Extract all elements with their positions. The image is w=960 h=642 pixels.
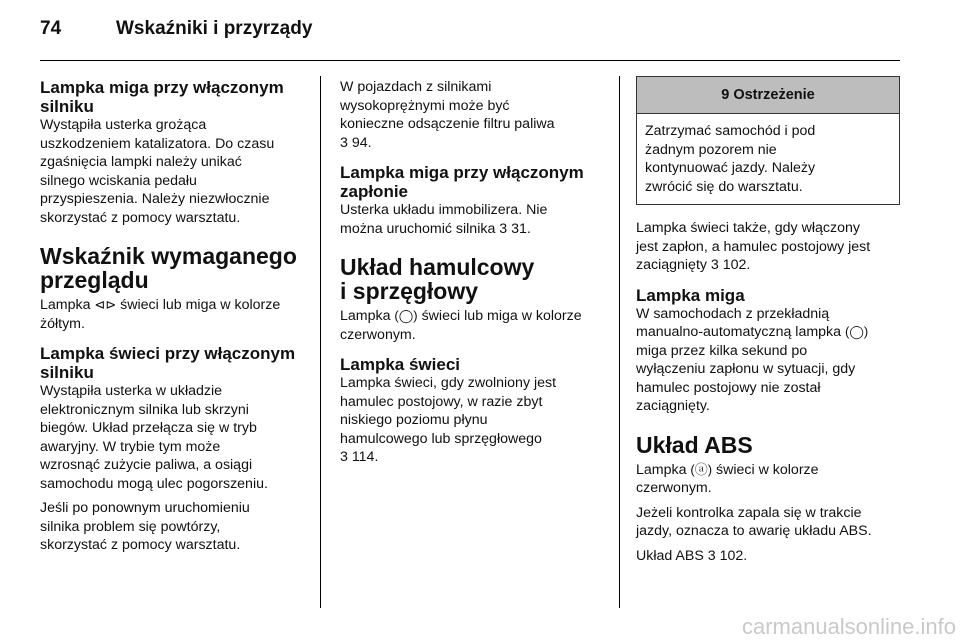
paragraph: Wystąpiła usterka grożąca uszkodzeniem katalizatora. Do czasu zgaśnięcia lampki należy unikać silnego wciskania pedału przyspieszenia. Należy niezwłocznie skorzystać z pomocy warsztatu.: [40, 117, 275, 226]
warning-box: [636, 76, 900, 205]
page-title: Wskaźniki i przyrządy: [116, 18, 313, 39]
watermark: carmanualsonline.info: [741, 614, 956, 639]
paragraph: Usterka układu immobilizera. Nie można uruchomić silnika 3 31.: [340, 202, 548, 237]
paragraph: Jeżeli kontrolka zapala się w trakcie jazdy, oznacza to awarię układu ABS.: [636, 504, 872, 539]
page-number: 74: [40, 18, 62, 39]
column-2: [340, 78, 608, 467]
column-1: [40, 78, 312, 555]
page-reference: 3 94.: [340, 134, 372, 151]
paragraph: Lampka (◯) świeci lub miga w kolorze czerwonym.: [340, 308, 582, 343]
section-heading: Lampka świeci przy włączonym silniku: [40, 344, 296, 382]
brake-warning-icon: (◯): [394, 308, 418, 323]
service-wrench-icon: ⊲⊳: [94, 297, 117, 312]
header-rule: [40, 60, 900, 61]
paragraph: Jeśli po ponownym uruchomieniu silnika problem się powtórzy, skorzystać z pomocy warsztatu.: [40, 500, 250, 553]
section-heading: Układ hamulcowy i sprzęgłowy: [340, 254, 535, 304]
brake-warning-icon: (◯): [844, 324, 869, 339]
paragraph: Lampka świeci także, gdy włączony jest zapłon, a hamulec postojowy jest zaciągnięty 3 102.: [636, 220, 871, 273]
section-heading: Układ ABS: [636, 431, 753, 458]
paragraph: W samochodach z przekładnią manualno-automatyczną lampka (◯) miga przez kilka sekund po wyłączeniu zapłonu w sytuacji, gdy hamulec postojowy nie został zaciągnięty.: [636, 305, 869, 414]
paragraph: W pojazdach z silnikami wysokoprężnymi może być konieczne odsączenie filtru paliwa 3 94.: [340, 79, 555, 151]
column-divider: [619, 76, 620, 608]
paragraph: Wystąpiła usterka w układzie elektronicznym silnika lub skrzyni biegów. Układ przełącza się w tryb awaryjny. W trybie tym może wzrosnąć zużycie paliwa, a osiągi samochodu mogą ulec pogorszeniu.: [40, 383, 268, 492]
warning-text: Zatrzymać samochód i pod żadnym pozorem nie kontynuować jazdy. Należy zwrócić się do warsztatu.: [645, 123, 816, 195]
column-3: [636, 76, 908, 565]
section-heading: Lampka miga: [636, 285, 745, 305]
paragraph: Układ ABS 3 102.: [636, 547, 748, 564]
section-heading: Wskaźnik wymaganego przeglądu: [40, 243, 297, 293]
page-reference: 3 114.: [340, 449, 379, 465]
section-heading: Lampka miga przy włączonym silniku: [40, 78, 284, 116]
abs-warning-icon: (ⓐ): [690, 461, 713, 477]
paragraph: Lampka (ⓐ) świeci w kolorze czerwonym.: [636, 461, 819, 496]
warning-title: 9 Ostrzeżenie: [637, 77, 899, 114]
column-divider: [320, 76, 321, 608]
paragraph: Lampka świeci, gdy zwolniony jest hamulec postojowy, w razie zbyt niskiego poziomu płynu hamulcowego lub sprzęgłowego 3 114.: [340, 375, 557, 465]
section-heading: Lampka świeci: [340, 355, 461, 374]
paragraph: Lampka ⊲⊳ świeci lub miga w kolorze żółtym.: [40, 297, 281, 332]
section-heading: Lampka miga przy włączonym zapłonie: [340, 163, 584, 201]
